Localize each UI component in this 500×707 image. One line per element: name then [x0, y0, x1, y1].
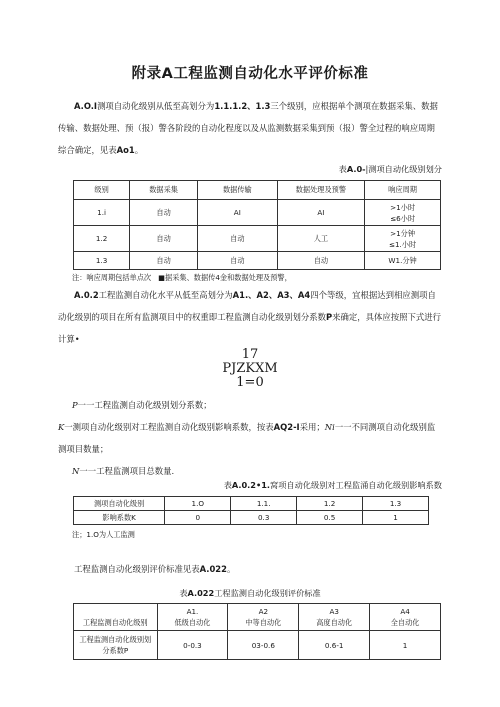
symbol-n: N	[72, 466, 80, 476]
clause-text: 工程监测自动化水平从低至高划分为	[98, 290, 233, 300]
caption-text: 工程监测自动化级别评价标准	[214, 588, 321, 598]
grade-code: A1.	[186, 607, 199, 616]
caption-text: 窝项自动化级别对工程监涌自动化级别影响系数	[270, 480, 442, 490]
table2-note: 注；1.O为人工监测	[72, 530, 135, 539]
table1-caption	[339, 164, 442, 175]
cycle-top: >1小时	[390, 202, 416, 212]
grade-cell	[299, 604, 370, 631]
clause-a02	[58, 284, 442, 350]
cycle-bottom: ≤6小时	[390, 213, 416, 223]
definition-text: 一一工程监测项目总数量.	[79, 466, 175, 476]
definition-text-2: 采用；	[299, 422, 325, 432]
definition-text-3: 一一不同测项自动化级别监测项目数量；	[58, 422, 436, 454]
table3-caption	[0, 588, 500, 599]
table-row	[74, 511, 429, 525]
grade-name: 高度自动化	[316, 618, 353, 627]
caption-number: A.022	[187, 588, 215, 598]
formula-top: 17	[241, 347, 259, 362]
cycle-bottom: ≤1.小时	[388, 239, 417, 249]
table-level-division	[73, 180, 441, 270]
table-row	[74, 631, 441, 660]
cell-level: 1.2	[74, 226, 130, 252]
cell: 1.3	[363, 497, 429, 511]
caption-number: A.0-	[346, 164, 366, 174]
grade-code: A4	[400, 607, 410, 616]
symbol-ni: Ni	[324, 422, 335, 432]
label-top: 工程监测自动化级别划	[79, 635, 152, 644]
clause-table-ref: A.022	[199, 564, 227, 574]
table1-note: 注：响应周期包括单点次 ■据采集、数据传4金和数据处理及预警，	[72, 273, 292, 282]
cell-cycle	[365, 226, 441, 252]
clause-table-ref: Ao1	[116, 145, 135, 155]
cell-cycle	[365, 200, 441, 226]
clause-levels: 1.1.1.2、1.3	[214, 101, 271, 111]
definition-text: 一一工程监测自动化级别划分系数；	[77, 400, 212, 410]
table-row	[74, 200, 441, 226]
table-influence-coefficient	[73, 496, 429, 525]
clause-text: 工程监测自动化级别评价标准见表	[74, 564, 200, 574]
clause-number: A.O.I	[74, 101, 98, 111]
clause-symbol-p: P	[326, 312, 333, 322]
cell: 0-0.3	[157, 631, 228, 660]
cell-cycle: W1.分钟	[365, 252, 441, 270]
grade-name: 中等自动化	[245, 618, 282, 627]
cell-transfer: 自动	[198, 226, 278, 252]
clause-a01	[58, 95, 442, 161]
row-label: 工程监测自动化级别	[74, 604, 158, 631]
grade-code: A2	[258, 607, 269, 616]
caption-number: A.0.2•1.	[231, 480, 271, 490]
cell-process: AI	[277, 200, 364, 226]
header-transfer: 数据传输	[198, 181, 278, 200]
table2-caption	[224, 480, 442, 491]
clause-a022	[58, 558, 442, 580]
definition-p	[72, 394, 442, 416]
table-row	[74, 226, 441, 252]
clause-end: 。	[226, 564, 236, 574]
cell: 1.2	[297, 497, 363, 511]
cell: 0.3	[231, 511, 297, 525]
definition-text: 一测项自动化级别对工程监测自动化级别影响系数，按表	[64, 422, 274, 432]
header-process: 数据处理及预警	[277, 181, 364, 200]
formula-middle: PJZKXM	[222, 361, 278, 376]
cell-transfer: AI	[198, 200, 278, 226]
cell: 1	[363, 511, 429, 525]
grade-code: A3	[329, 607, 339, 616]
cell: 0	[165, 511, 231, 525]
appendix-title: 附录A工程监测自动化水平评价标准	[131, 66, 369, 82]
row-label: 影响系数K	[74, 511, 165, 525]
cell-collect: 自动	[130, 200, 198, 226]
cycle-top: >1分钟	[390, 228, 416, 238]
table-evaluation-standard	[73, 603, 441, 660]
clause-text-2: 三个级别，应根据单个测项在数据采集、数据传输、数据处理、预（报）警各阶段的自动化程度以及从监测数据采集到预（报）警全过程的响应周期综合确定，见表	[58, 101, 438, 155]
cell-collect: 自动	[130, 226, 198, 252]
cell-transfer: 自动	[198, 252, 278, 270]
symbol-k: K	[58, 422, 65, 432]
definition-n	[72, 460, 442, 482]
symbol-p: P	[72, 400, 78, 410]
definition-k	[58, 416, 442, 460]
cell-level: 1.3	[74, 252, 130, 270]
grade-name: 全自动化	[390, 618, 420, 627]
cell-process: 人工	[277, 226, 364, 252]
caption-prefix: 表	[223, 480, 232, 490]
cell: 1.O	[165, 497, 231, 511]
header-collect: 数据采集	[130, 181, 198, 200]
grade-name: 低级自动化	[174, 618, 211, 627]
clause-text: 测项自动化级别从低至高划分为	[97, 101, 215, 111]
cell-level: 1.i	[74, 200, 130, 226]
grade-cell	[157, 604, 228, 631]
grade-cell	[370, 604, 441, 631]
clause-end: 。	[134, 145, 144, 155]
cell: 0.5	[297, 511, 363, 525]
table-header-row	[74, 604, 441, 631]
clause-text-3: 来确定，具体应按照下式进行计算•	[58, 312, 442, 344]
label-bottom: 分系数P	[102, 646, 129, 655]
header-level: 级别	[74, 181, 130, 200]
cell: 0.6-1	[299, 631, 370, 660]
grade-cell	[228, 604, 299, 631]
cell: 03-0.6	[228, 631, 299, 660]
cell: 1.1.	[231, 497, 297, 511]
row-label	[74, 631, 158, 660]
clause-grades: A1.、A2、A3、A4	[232, 290, 311, 300]
cell-process: 自动	[277, 252, 364, 270]
cell-collect: 自动	[130, 252, 198, 270]
clause-number: A.0.2	[74, 290, 99, 300]
caption-prefix: 表	[179, 588, 188, 598]
table-ref: AQ2-I	[273, 422, 300, 432]
table-row	[74, 497, 429, 511]
formula-bottom: 1=0	[236, 375, 264, 390]
cell: 1	[370, 631, 441, 660]
header-cycle: 响应周期	[365, 181, 441, 200]
caption-prefix: 表	[338, 164, 347, 174]
caption-text: |测项自动化级别划分	[365, 164, 442, 174]
table-header-row	[74, 181, 441, 200]
clause-text-2: 四个等级，宜根据达到相应测项自动化级别的项目在所有监测项目中的权重即工程监测自动化级别划分系数	[58, 290, 436, 322]
row-label: 测项自动化级别	[74, 497, 165, 511]
table-row	[74, 252, 441, 270]
